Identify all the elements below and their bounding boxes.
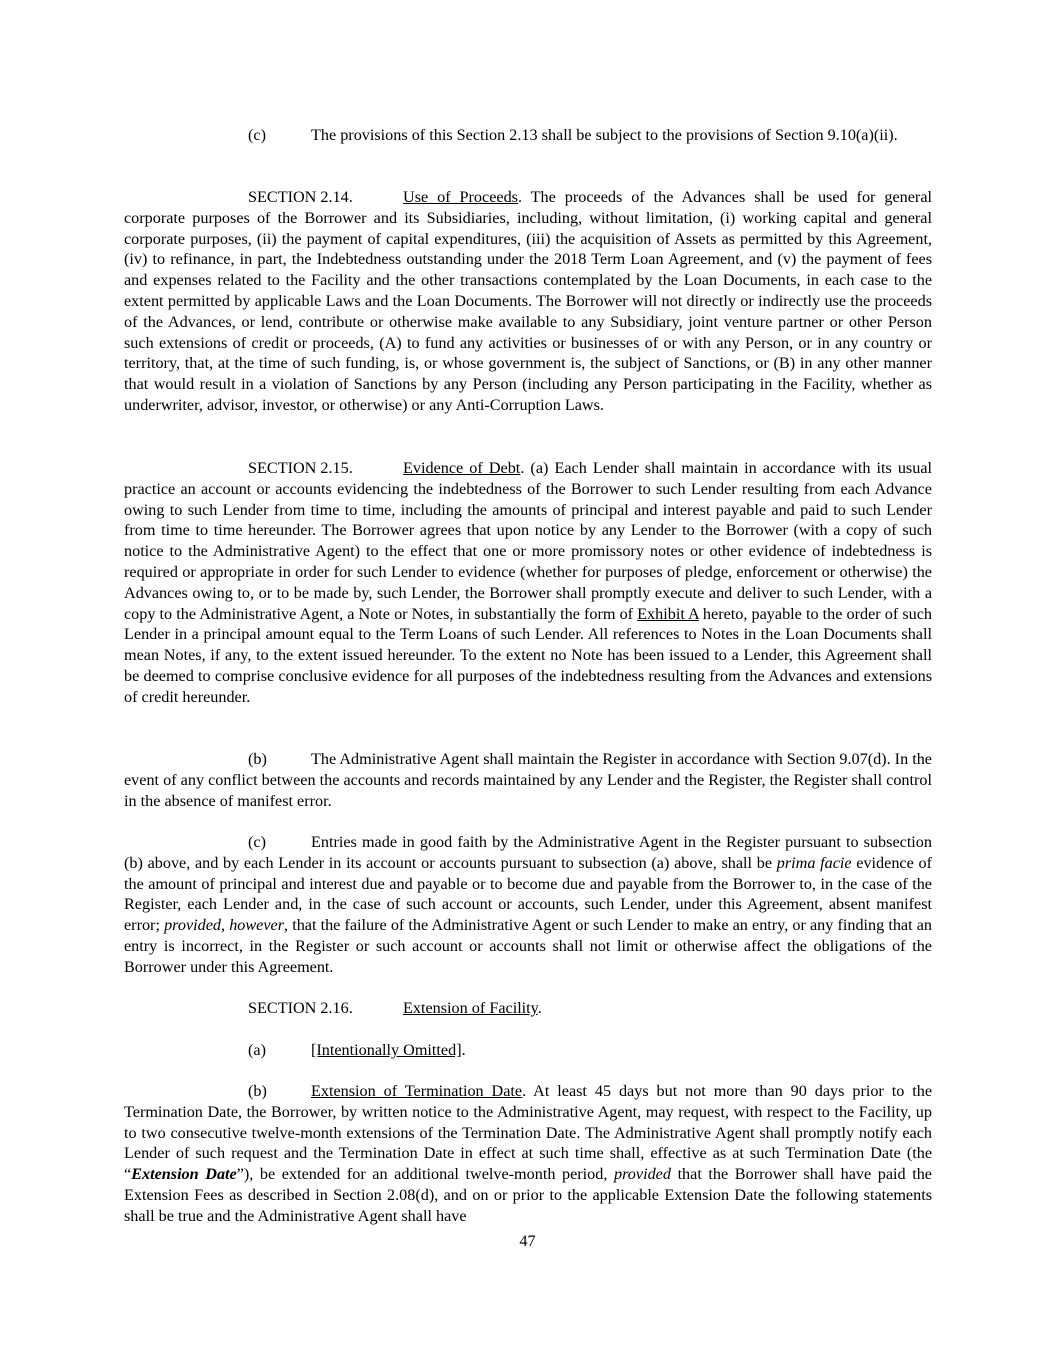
section-2-15-a xyxy=(124,458,932,708)
paragraph xyxy=(124,1040,932,1061)
subsection-label: (b) xyxy=(248,1082,267,1100)
paragraph-text: Entries made in good faith by the Administrative Agent in the Register pursuant to subsection (b) above, and by each Lender in its account or accounts pursuant to subsection (a) above, shall be xyxy=(124,833,932,872)
section-title: Use of Proceeds xyxy=(403,188,518,206)
section-2-16-b xyxy=(124,1081,932,1227)
italic-term: provided xyxy=(164,916,222,935)
subsection-label: (a) xyxy=(248,1041,266,1059)
italic-term: provided xyxy=(614,1165,671,1184)
paragraph-text: . xyxy=(537,999,542,1017)
section-title: Extension of Facility xyxy=(403,999,538,1017)
section-heading: SECTION 2.15. xyxy=(248,459,353,477)
subsection-label: (c) xyxy=(248,833,266,851)
paragraph-text: . (a) Each Lender shall maintain in accordance with its usual practice an account or accounts evidencing the indebtedness of the Borrower to such Lender resulting from each Advance owing to such Lender from time to time, including the amounts of principal and interest payable and paid to such Lender from time to time hereunder. The Borrower agrees that upon notice by any Lender to the Borrower (with a copy of such notice to the Administrative Agent) to the effect that one or more promissory notes or other evidence of indebtedness is required or appropriate in order for such Lender to evidence (whether for purposes of pledge, enforcement or otherwise) the Advances owing to, or to be made by, such Lender, the Borrower shall promptly execute and deliver to such Lender, with a copy to the Administrative Agent, a Note or Notes, in substantially the form of xyxy=(124,459,933,623)
paragraph-text: . At least 45 days but not more than 90 days prior to the Termination Date, the Borrower, by written notice to the Administrative Agent, may request, with respect to the Facility, up to two consecutive twelve-month extensions of the Termination Date. The Administrative Agent shall promptly notify each Lender of such request and the Termination Date in effect at such time shall, effective as at such Termination Date (the “ xyxy=(124,1082,932,1184)
section-title: Evidence of Debt xyxy=(403,459,521,477)
section-2-16-a xyxy=(124,1040,932,1061)
paragraph xyxy=(124,832,932,978)
paragraph xyxy=(124,187,932,416)
italic-term: prima facie xyxy=(776,853,852,872)
paragraph xyxy=(124,749,932,811)
paragraph-text: The Administrative Agent shall maintain the Register in accordance with Section 9.07(d). In the event of any conflict between the accounts and records maintained by any Lender and the Register, the Register shall control in the absence of manifest error. xyxy=(124,750,932,810)
section-2-15-b xyxy=(124,749,932,811)
paragraph-text: . xyxy=(461,1041,466,1059)
paragraph-text: , xyxy=(221,916,230,935)
paragraph-text: , that the failure of the Administrative Agent or such Lender to make an entry, or any finding that an entry is incorrect, in the Register or such account or accounts shall not limit or otherwise affect the obligations of the Borrower under this Agreement. xyxy=(124,916,932,976)
subsection-title: [Intentionally Omitted] xyxy=(311,1041,462,1059)
paragraph-text: hereto, payable to the order of such Lender in a principal amount equal to the Term Loans of such Lender. All references to Notes in the Loan Documents shall mean Notes, if any, to the extent issued hereunder. To the extent no Note has been issued to a Lender, this Agreement shall be deemed to comprise conclusive evidence for all purposes of the indebtedness resulting from the Advances and extensions of credit hereunder. xyxy=(124,604,932,706)
subsection-label: (c) xyxy=(248,126,266,144)
paragraph-text: ”), be extended for an additional twelve-month period, xyxy=(236,1165,615,1184)
paragraph-text: The provisions of this Section 2.13 shall be subject to the provisions of Section 9.10(a)(ii). xyxy=(311,126,898,144)
section-2-14 xyxy=(124,187,932,416)
section-2-13-c xyxy=(124,125,932,146)
section-2-16-heading xyxy=(124,998,932,1019)
paragraph xyxy=(124,125,932,146)
section-2-15-c xyxy=(124,832,932,978)
italic-term: however xyxy=(229,916,285,935)
paragraph-text: . The proceeds of the Advances shall be used for general corporate purposes of the Borrower and its Subsidiaries, including, without limitation, (i) working capital and general corporate purposes, (ii) the payment of capital expenditures, (iii) the acquisition of Assets as permitted by this Agreement, (iv) to refinance, in part, the Indebtedness outstanding under the 2018 Term Loan Agreement, and (v) the payment of fees and expenses related to the Facility and the other transactions contemplated by the Loan Documents, in each case to the extent permitted by applicable Laws and the Loan Documents. The Borrower will not directly or indirectly use the proceeds of the Advances, or lend, contribute or otherwise make available to any Subsidiary, joint venture partner or other Person such extensions of credit or proceeds, (A) to fund any activities or businesses of or with any Person, or in any country or territory, that, at the time of such funding, is, or whose government is, the subject of Sanctions, or (B) in any other manner that would result in a violation of Sanctions by any Person (including any Person participating in the Facility, whether as underwriter, advisor, investor, or otherwise) or any Anti-Corruption Laws. xyxy=(124,188,932,414)
paragraph xyxy=(124,1081,932,1227)
exhibit-reference: Exhibit A xyxy=(637,604,699,623)
paragraph xyxy=(124,458,932,708)
subsection-title: Extension of Termination Date xyxy=(311,1082,523,1100)
section-heading: SECTION 2.16. xyxy=(248,999,353,1017)
defined-term: Extension Date xyxy=(131,1165,237,1184)
section-heading: SECTION 2.14. xyxy=(248,188,353,206)
paragraph-text: evidence of the amount of principal and interest due and payable or to become due and payable from the Borrower to, in the case of the Register, each Lender and, in the case of such account or accounts, such Lender, under this Agreement, absent manifest error; xyxy=(124,853,932,935)
subsection-label: (b) xyxy=(248,750,267,768)
paragraph xyxy=(124,998,932,1019)
paragraph-text: that the Borrower shall have paid the Extension Fees as described in Section 2.08(d), and on or prior to the applicable Extension Date the following statements shall be true and the Administrative Agent shall have xyxy=(124,1165,932,1225)
page-number: 47 xyxy=(519,1232,536,1250)
